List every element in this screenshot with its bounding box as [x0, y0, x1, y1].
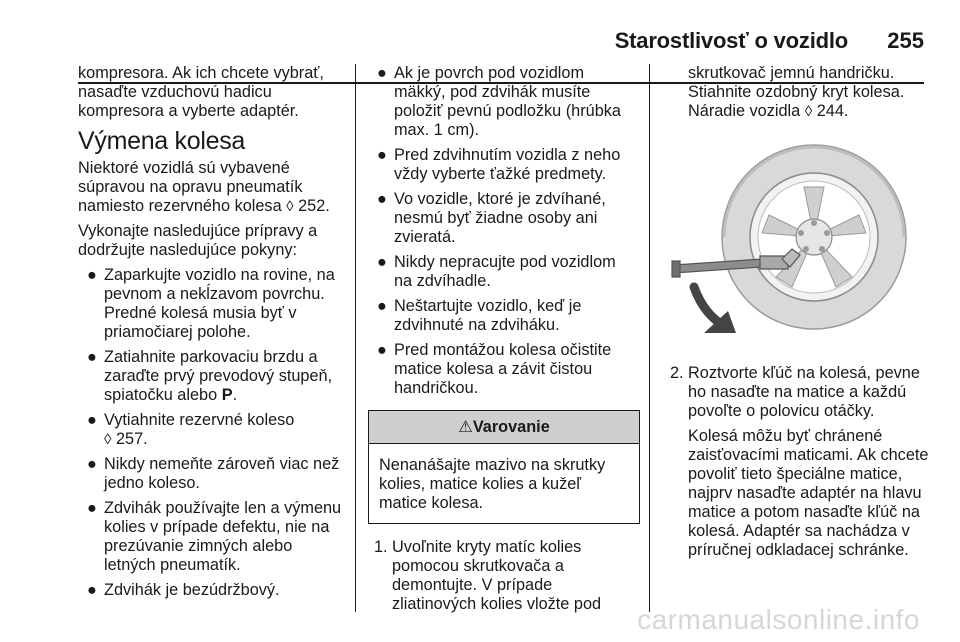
- step-text: skrutkovač jemnú handričku. Stiahnite ozdobný kryt kolesa. Náradie vozidla: [688, 64, 905, 120]
- list-item-text: Zaparkujte vozidlo na rovine, na pevnom a nekĺzavom povrchu. Predné kolesá musia byť v priamočiarej polohe.: [104, 266, 335, 341]
- bullet-icon: ●: [377, 146, 387, 164]
- warning-box: [368, 410, 640, 524]
- page-title: Starostlivosť o vozidlo: [614, 28, 848, 53]
- step-paragraph: Kolesá môžu byť chránené zaisťovacími maticami. Ak chcete povoliť tieto špeciálne matice, najprv nasaďte adaptér na hlavu matice a potom nasaďte kľúč na kolesá. Adaptér sa nachádza v príručnej odkladacej schránke.: [688, 427, 929, 559]
- step-item: [368, 538, 640, 614]
- safety-list: [368, 64, 640, 398]
- paragraph-preparation: Vykonajte nasledujúce prípravy a dodržujte nasledujúce pokyny:: [78, 222, 318, 259]
- cross-reference-link[interactable]: 257.: [115, 430, 148, 448]
- bullet-icon: ●: [87, 455, 97, 473]
- list-item-text: Pred montážou kolesa očistite matice kolesa a závit čistou handričkou.: [394, 341, 612, 397]
- cross-reference-link[interactable]: 252.: [298, 197, 330, 215]
- bullet-icon: ●: [87, 348, 97, 366]
- step-number: 1.: [374, 538, 388, 556]
- cross-reference-link[interactable]: 244.: [816, 102, 849, 120]
- wheel-wrench-illustration: [664, 137, 932, 347]
- watermark: carmanualsonline.info: [637, 604, 920, 635]
- page-header: [0, 28, 960, 58]
- list-item: [368, 146, 640, 184]
- list-item: [78, 348, 350, 405]
- intro-paragraph: kompresora. Ak ich chcete vybrať, nasaďte vzduchovú hadicu kompresora a vyberte adaptér.: [78, 64, 324, 120]
- list-item: [368, 64, 640, 140]
- list-item: [78, 499, 350, 575]
- bullet-icon: ●: [87, 411, 97, 429]
- column-1: [78, 64, 350, 606]
- steps-list: [664, 364, 934, 421]
- preparation-list: [78, 266, 350, 600]
- list-item: [368, 190, 640, 247]
- cross-reference-icon: ◊: [804, 103, 813, 120]
- list-item: [78, 411, 350, 449]
- list-item-text: Nikdy nepracujte pod vozidlom na zdvíhadle.: [394, 253, 616, 290]
- list-item: [368, 341, 640, 398]
- list-item-text: Neštartujte vozidlo, keď je zdvihnuté na zdviháku.: [394, 297, 582, 334]
- bullet-icon: ●: [377, 297, 387, 315]
- paragraph-text: Niektoré vozidlá sú vybavené súpravou na opravu pneumatík namiesto rezervného kolesa: [78, 159, 303, 215]
- list-item-text: Zdvihák používajte len a výmenu kolies v prípade defektu, nie na prezúvanie zimných alebo letných pneumatík.: [104, 499, 342, 574]
- punctuation: .: [232, 386, 238, 404]
- list-item: [78, 455, 350, 493]
- list-item-text: Ak je povrch pod vozidlom mäkký, pod zdvihák musíte položiť pevnú podložku (hrúbka max. 1 cm).: [394, 64, 621, 139]
- list-item-text: Vo vozidle, ktoré je zdvíhané, nesmú byť žiadne osoby ani zvieratá.: [394, 190, 606, 246]
- column-divider-2: [649, 64, 650, 612]
- list-item: [78, 581, 350, 600]
- list-item-text: Pred zdvihnutím vozidla z neho vždy vyberte ťažké predmety.: [394, 146, 621, 183]
- list-item-text: Nikdy nemeňte zároveň viac než jedno koleso.: [104, 455, 340, 492]
- warning-title: Varovanie: [472, 418, 550, 436]
- column-2: [368, 64, 640, 620]
- step-continuation: [664, 64, 934, 121]
- warning-header: [369, 411, 639, 444]
- bullet-icon: ●: [377, 253, 387, 271]
- step-number: 2.: [670, 364, 684, 382]
- bullet-icon: ●: [87, 266, 97, 284]
- list-item: [368, 253, 640, 291]
- list-item-text: Zdvihák je bezúdržbový.: [104, 581, 280, 599]
- bullet-icon: ●: [377, 64, 387, 82]
- paragraph-spare-wheel: [78, 159, 350, 216]
- warning-text: Nenanášajte mazivo na skrutky kolies, matice kolies a kužeľ matice kolesa.: [379, 456, 606, 512]
- warning-icon: ⚠: [458, 418, 473, 436]
- bullet-icon: ●: [87, 581, 97, 599]
- bullet-icon: ●: [377, 190, 387, 208]
- column-3: [664, 64, 934, 566]
- bullet-icon: ●: [87, 499, 97, 517]
- list-item: [368, 297, 640, 335]
- step-text: Uvoľnite kryty matíc kolies pomocou skrutkovača a demontujte. V prípade zliatinových kolies vložte pod: [392, 538, 602, 613]
- step-text: Roztvorte kľúč na kolesá, pevne ho nasaďte na matice a každú povoľte o polovicu otáčky.: [688, 364, 920, 420]
- steps-list: [368, 538, 640, 614]
- cross-reference-icon: ◊: [286, 198, 294, 215]
- section-heading: Výmena kolesa: [78, 127, 246, 155]
- list-item-text: Zatiahnite parkovaciu brzdu a zaraďte prvý prevodový stupeň, spiatočku alebo: [104, 348, 333, 404]
- step-item: [664, 364, 934, 421]
- list-item-text: Vytiahnite rezervné koleso: [104, 411, 295, 429]
- list-item: [78, 266, 350, 342]
- gear-position-label: P: [221, 386, 233, 404]
- bullet-icon: ●: [377, 341, 387, 359]
- page-number: 255: [887, 28, 924, 53]
- cross-reference-icon: ◊: [104, 431, 112, 448]
- column-divider-1: [355, 64, 356, 612]
